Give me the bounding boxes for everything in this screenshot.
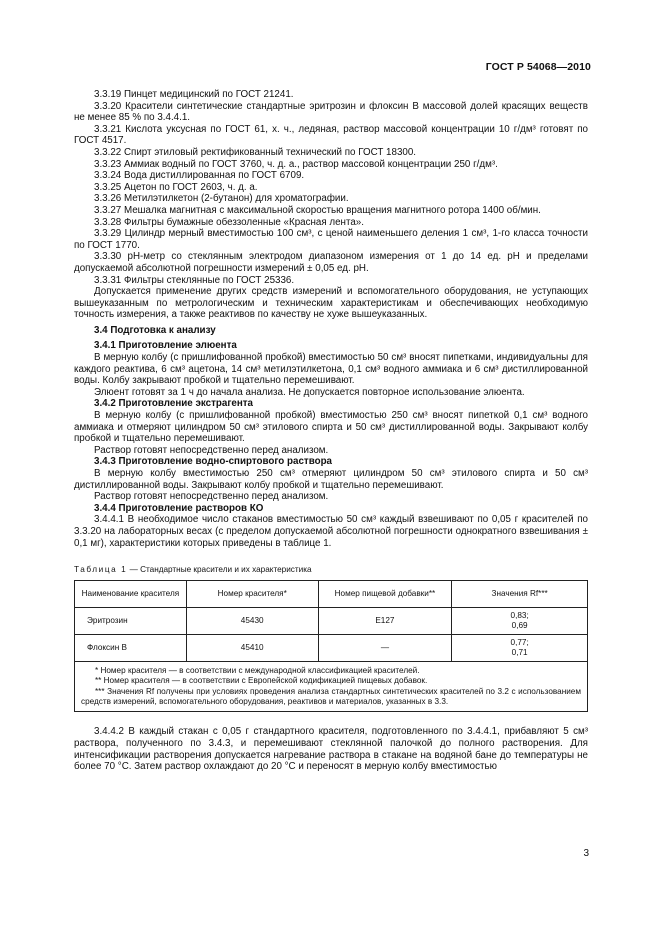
item-3-3-25: 3.3.25 Ацетон по ГОСТ 2603, ч. д. а. (94, 181, 258, 193)
paragraph-3-4-2-b: Раствор готовят непосредственно перед анализом. (94, 444, 329, 456)
item-3-3-28: 3.3.28 Фильтры бумажные обеззоленные «Красная лента». (94, 216, 364, 228)
item-3-3-31: 3.3.31 Фильтры стеклянные по ГОСТ 25336. (94, 274, 295, 286)
subsection-heading-3-4-2: 3.4.2 Приготовление экстрагента (94, 398, 254, 410)
item-3-3-30: 3.3.30 рН-метр со стеклянным электродом диапазоном измерения от 1 до 14 ед. рН и пределами допускаемой абсолютной погрешности измерений ± 0,05 ед. рН. (74, 251, 588, 274)
dye-number-cell: 45410 (186, 634, 318, 661)
paragraph-3-4-3-b: Раствор готовят непосредственно перед анализом. (94, 491, 329, 503)
rf-value-2: 0,69 (511, 620, 528, 630)
substitution-note: Допускается применение других средств измерений и вспомогательного оборудования, не уступающих вышеуказанным по метрологическим и техническим характеристикам и обеспечивающих необходимую точность измерения, а также реактивов по качеству не хуже вышеуказанных. (74, 286, 588, 321)
section-heading-3-4: 3.4 Подготовка к анализу (94, 324, 216, 336)
additive-number-cell: Е127 (318, 607, 452, 634)
rf-values-cell (452, 634, 588, 661)
dye-name-cell: Эритрозин (75, 607, 187, 634)
table-header-dye-number: Номер красителя* (186, 580, 318, 607)
table-header-dye-name: Наименование красителя (75, 580, 187, 607)
table-row (75, 634, 588, 661)
table-caption (74, 564, 588, 576)
table-note: ** Номер красителя — в соответствии с Европейской кодификацией пищевых добавок. (95, 676, 428, 686)
paragraph-3-4-1-b: Элюент готовят за 1 ч до начала анализа. Не допускается повторное использование элюента. (94, 386, 525, 398)
paragraph-3-4-4-1: 3.4.4.1 В необходимое число стаканов вместимостью 50 см³ каждый взвешивают по 0,05 г красителей по 3.3.20 на лабораторных весах (с пределом допускаемой абсолютной погрешности однократного взвешивания ± 0,1 мг), характеристики которых приведены в таблице 1. (74, 514, 588, 549)
dyes-table (74, 580, 588, 713)
paragraph-3-4-1-a: В мерную колбу (с пришлифованной пробкой) вместимостью 50 см³ вносят пипетками, индивидуальны для каждого реактива, 6 см³ ацетона, 14 см³ метилэтилкетона, 0,1 см³ водного аммиака и 6 см³ дистиллированной воды. Колбу закрывают пробкой и тщательно перемешивают. (74, 352, 588, 387)
item-3-3-22: 3.3.22 Спирт этиловый ректификованный технический по ГОСТ 18300. (94, 146, 417, 158)
table-caption-text: — Стандартные красители и их характеристика (127, 565, 312, 575)
item-3-3-21: 3.3.21 Кислота уксусная по ГОСТ 61, х. ч., ледяная, раствор массовой концентрации 10 г/дм³ готовят по ГОСТ 4517. (74, 123, 588, 147)
item-3-3-19: 3.3.19 Пинцет медицинский по ГОСТ 21241. (94, 89, 294, 100)
document-id: ГОСТ Р 54068—2010 (485, 61, 591, 73)
subsection-heading-3-4-1: 3.4.1 Приготовление элюента (94, 340, 237, 352)
table-header-rf-values: Значения Rf*** (452, 580, 588, 607)
subsection-heading-3-4-4: 3.4.4 Приготовление растворов КО (94, 502, 264, 514)
paragraph-3-4-2-a: В мерную колбу (с пришлифованной пробкой) вместимостью 250 см³ вносят пипеткой 0,1 см³ водного аммиака и отмеряют цилиндром 50 см³ этилового спирта и 50 см³ дистиллированной воды. Закрывают колбу пробкой и тщательно перемешивают. (74, 410, 588, 445)
dye-name-cell: Флоксин В (75, 634, 187, 661)
table-header-additive-number: Номер пищевой добавки** (318, 580, 452, 607)
table-row (75, 607, 588, 634)
item-3-3-29: 3.3.29 Цилиндр мерный вместимостью 100 см³, с ценой наименьшего деления 1 см³, 1-го класса точности по ГОСТ 1770. (74, 228, 588, 251)
item-3-3-20: 3.3.20 Красители синтетические стандартные эритрозин и флоксин В массовой долей красящих веществ не менее 85 % по 3.4.4.1. (74, 100, 588, 124)
rf-values-cell (452, 607, 588, 634)
table-note: *** Значения Rf получены при условиях проведения анализа стандартных синтетических красителей по 3.2 с использованием средств измерений, вспомогательного оборудования, реактивов и материалов, указанных в 3.3. (81, 686, 581, 706)
paragraph-3-4-3-a: В мерную колбу вместимостью 250 см³ отмеряют цилиндром 50 см³ этилового спирта и 50 см³ дистиллированной воды. Закрывают колбу пробкой и тщательно перемешивают. (74, 468, 588, 491)
subsection-heading-3-4-3: 3.4.3 Приготовление водно-спиртового раствора (94, 456, 333, 468)
rf-value-1: 0,83; (510, 610, 529, 620)
item-3-3-26: 3.3.26 Метилэтилкетон (2-бутанон) для хроматографии. (94, 193, 349, 205)
table-notes (75, 661, 588, 712)
document-body (74, 89, 588, 773)
item-3-3-24: 3.3.24 Вода дистиллированная по ГОСТ 6709. (94, 170, 305, 182)
table-note: * Номер красителя — в соответствии с международной классификацией красителей. (95, 665, 420, 675)
table-caption-label: Таблица 1 (74, 565, 128, 575)
item-3-3-27: 3.3.27 Мешалка магнитная с максимальной скоростью вращения магнитного ротора 1400 об/мин. (94, 204, 541, 216)
dye-number-cell: 45430 (186, 607, 318, 634)
rf-value-1: 0,77; (510, 637, 529, 647)
item-3-3-23: 3.3.23 Аммиак водный по ГОСТ 3760, ч. д. а., раствор массовой концентрации 250 г/дм³. (94, 158, 498, 170)
additive-number-cell: — (318, 634, 452, 661)
paragraph-3-4-4-2: 3.4.4.2 В каждый стакан с 0,05 г стандартного красителя, подготовленного по 3.4.4.1, прибавляют 5 см³ раствора, полученного по 3.4.3, и перемешивают стеклянной палочкой до полного растворения. Для интенсификации растворения допускается нагревание раствора в стакане на водяной бане до температуры не более 70 °С. Затем раствор охлаждают до 20 °С и переносят в мерную колбу вместимостью (74, 726, 588, 773)
page-number: 3 (583, 848, 589, 859)
rf-value-2: 0,71 (511, 647, 528, 657)
